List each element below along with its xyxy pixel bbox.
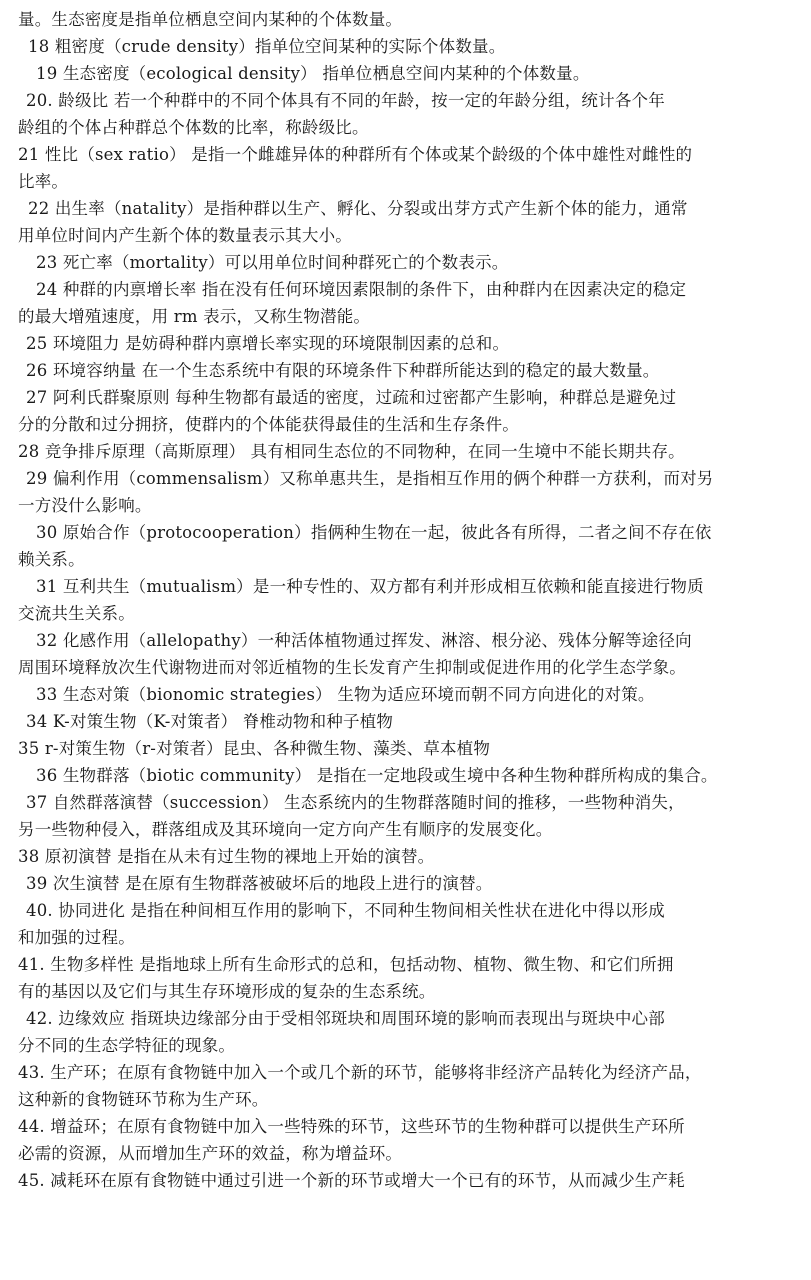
glossary-entry [18,708,797,735]
entry-line: 24 种群的内禀增长率 指在没有任何环境因素限制的条件下，由种群内在因素决定的稳定 [36,280,687,299]
entry-line: 18 粗密度（crude density）指单位空间某种的实际个体数量。 [28,37,506,56]
entry-line: 42. 边缘效应 指斑块边缘部分由于受相邻斑块和周围环境的影响而表现出与斑块中心部 [26,1009,665,1028]
glossary-entry [18,681,797,708]
glossary-entry [18,195,797,249]
entry-line: 比率。 [18,172,69,191]
glossary-entry [18,276,797,330]
glossary-entry [18,465,797,519]
glossary-entry [18,60,797,87]
glossary-entry [18,357,797,384]
glossary-entry [18,870,797,897]
glossary-entry [18,789,797,843]
glossary-entry [18,33,797,60]
glossary-entry [18,735,797,762]
entry-line: 39 次生演替 是在原有生物群落被破坏后的地段上进行的演替。 [26,874,493,893]
entry-line: 31 互利共生（mutualism）是一种专性的、双方都有利并形成相互依赖和能直接进行物质 [36,577,704,596]
glossary-entry [18,843,797,870]
glossary-entry [18,249,797,276]
entry-line: 36 生物群落（biotic community） 是指在一定地段或生境中各种生物种群所构成的集合。 [36,766,718,785]
entry-line: 的最大增殖速度，用 rm 表示，又称生物潜能。 [18,307,371,326]
entry-line: 必需的资源，从而增加生产环的效益，称为增益环。 [18,1144,403,1163]
entry-line: 35 r-对策生物（r-对策者）昆虫、各种微生物、藻类、草本植物 [18,739,491,758]
glossary-entry [18,897,797,951]
entry-line: 这种新的食物链环节称为生产环。 [18,1090,269,1109]
entry-line: 分的分散和过分拥挤，使群内的个体能获得最佳的生活和生存条件。 [18,415,519,434]
glossary-entry [18,573,797,627]
entry-line: 龄组的个体占种群总个体数的比率，称龄级比。 [18,118,369,137]
entry-line: 40. 协同进化 是指在种间相互作用的影响下，不同种生物间相关性状在进化中得以形成 [26,901,665,920]
entry-line: 另一些物种侵入，群落组成及其环境向一定方向产生有顺序的发展变化。 [18,820,553,839]
entry-line: 有的基因以及它们与其生存环境形成的复杂的生态系统。 [18,982,436,1001]
entry-line: 27 阿利氏群聚原则 每种生物都有最适的密度，过疏和过密都产生影响，种群总是避免过 [26,388,677,407]
entry-line: 45. 减耗环在原有食物链中通过引进一个新的环节或增大一个已有的环节，从而减少生产耗 [18,1171,685,1190]
entry-line: 一方没什么影响。 [18,496,152,515]
entry-line: 交流共生关系。 [18,604,135,623]
entry-line: 34 K-对策生物（K-对策者） 脊椎动物和种子植物 [26,712,394,731]
entry-line: 用单位时间内产生新个体的数量表示其大小。 [18,226,352,245]
glossary-entry [18,762,797,789]
entry-line: 21 性比（sex ratio） 是指一个雌雄异体的种群所有个体或某个龄级的个体中雄性对雌性的 [18,145,693,164]
entry-line: 30 原始合作（protocooperation）指俩种生物在一起，彼此各有所得，二者之间不存在依 [36,523,712,542]
entry-line: 38 原初演替 是指在从未有过生物的裸地上开始的演替。 [18,847,435,866]
glossary-entry [18,384,797,438]
entry-line: 赖关系。 [18,550,85,569]
entry-line: 41. 生物多样性 是指地球上所有生命形式的总和，包括动物、植物、微生物、和它们所拥 [18,955,674,974]
entry-line: 44. 增益环；在原有食物链中加入一些特殊的环节，这些环节的生物种群可以提供生产环所 [18,1117,685,1136]
glossary-entry [18,627,797,681]
glossary-entry [18,1167,797,1194]
entry-line: 28 竞争排斥原理（高斯原理） 具有相同生态位的不同物种，在同一生境中不能长期共存。 [18,442,685,461]
entry-line: 19 生态密度（ecological density） 指单位栖息空间内某种的个体数量。 [36,64,590,83]
entry-line: 20. 龄级比 若一个种群中的不同个体具有不同的年龄，按一定的年龄分组，统计各个年 [26,91,665,110]
glossary-entry [18,87,797,141]
entry-line: 43. 生产环；在原有食物链中加入一个或几个新的环节，能够将非经济产品转化为经济产品， [18,1063,702,1082]
entry-line: 和加强的过程。 [18,928,135,947]
entry-line: 37 自然群落演替（succession） 生态系统内的生物群落随时间的推移，一些物种消失， [26,793,685,812]
entry-line: 32 化感作用（allelopathy）一种活体植物通过挥发、淋溶、根分泌、残体分解等途径向 [36,631,692,650]
entry-line: 25 环境阻力 是妨碍种群内禀增长率实现的环境限制因素的总和。 [26,334,510,353]
entry-line: 33 生态对策（bionomic strategies） 生物为适应环境而朝不同方向进化的对策。 [36,685,655,704]
entry-list [18,6,797,1194]
glossary-entry [18,141,797,195]
entry-line: 26 环境容纳量 在一个生态系统中有限的环境条件下种群所能达到的稳定的最大数量。 [26,361,660,380]
glossary-entry [18,519,797,573]
entry-line: 分不同的生态学特征的现象。 [18,1036,236,1055]
entry-line: 周围环境释放次生代谢物进而对邻近植物的生长发育产生抑制或促进作用的化学生态学象。 [18,658,686,677]
entry-line: 量。生态密度是指单位栖息空间内某种的个体数量。 [18,10,403,29]
entry-line: 23 死亡率（mortality）可以用单位时间种群死亡的个数表示。 [36,253,509,272]
glossary-entry [18,438,797,465]
entry-line: 29 偏利作用（commensalism）又称单惠共生，是指相互作用的俩个种群一方获利，而对另 [26,469,714,488]
glossary-entry [18,1113,797,1167]
glossary-entry [18,951,797,1005]
glossary-entry [18,6,797,33]
glossary-entry [18,1005,797,1059]
glossary-entry [18,1059,797,1113]
entry-line: 22 出生率（natality）是指种群以生产、孵化、分裂或出芽方式产生新个体的能力，通常 [28,199,688,218]
glossary-entry [18,330,797,357]
